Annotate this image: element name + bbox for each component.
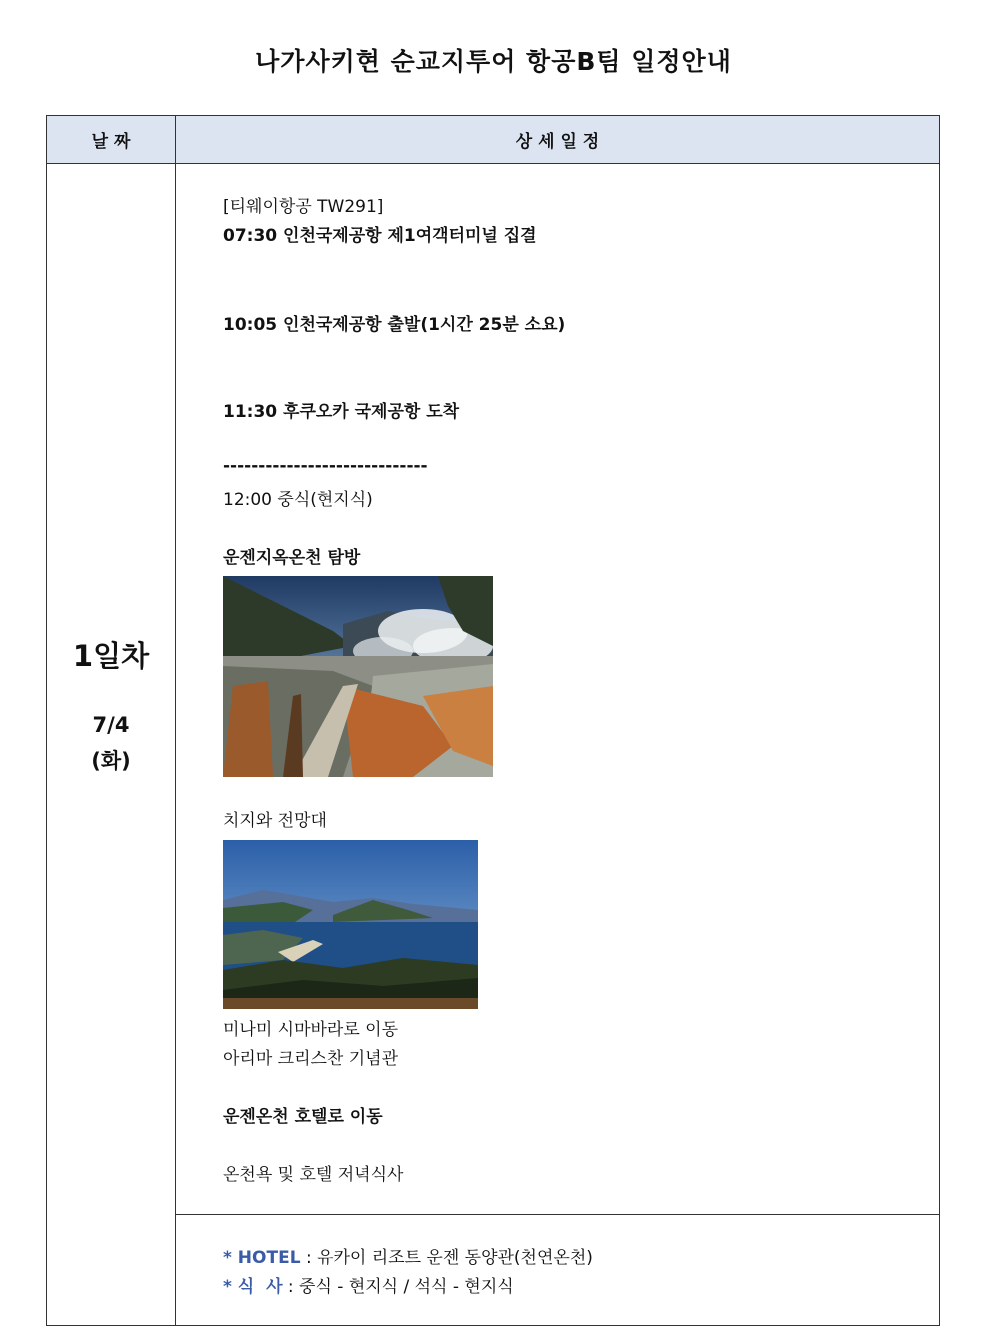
date-label: 7/4 (92, 713, 130, 737)
hotel-value: : 유카이 리조트 운젠 동양관(천연온천) (305, 1248, 593, 1268)
tour2-text: 치지와 전망대 (223, 811, 327, 831)
hotel-info (223, 1243, 593, 1268)
move1-text: 미나미 시마바라로 이동 (223, 1020, 399, 1040)
meal-value: : 중식 - 현지식 / 석식 - 현지식 (287, 1277, 514, 1297)
detail-column-header: 상 세 일 정 (176, 116, 940, 164)
date-cell (47, 164, 176, 1326)
table-header-row (47, 116, 940, 164)
footer-row (47, 1215, 940, 1326)
depart-text: 10:05 인천국제공항 출발(1시간 25분 소요) (223, 315, 566, 335)
divider-line: ----------------------------- (223, 456, 428, 476)
chijiwa-observatory-image (223, 840, 478, 1009)
move2-text: 운젠온천 호텔로 이동 (223, 1107, 383, 1127)
dinner-text: 온천욕 및 호텔 저녁식사 (223, 1165, 404, 1185)
meal-label: * 식 사 (223, 1277, 283, 1297)
date-column-header: 날 짜 (47, 116, 176, 164)
airline-text: [티웨이항공 TW291] (223, 197, 384, 217)
footer-cell (176, 1215, 940, 1326)
unzen-jigoku-image (223, 576, 493, 777)
day-row (47, 164, 940, 1215)
meal-info (223, 1272, 514, 1297)
day-label: 1일차 (72, 639, 150, 673)
page-title: 나가사키현 순교지투어 항공B팀 일정안내 (255, 47, 732, 76)
chijiwa-observatory-photo (223, 840, 478, 1009)
lunch-text: 12:00 중식(현지식) (223, 490, 373, 510)
schedule-table (46, 115, 940, 1326)
weekday-label: (화) (91, 749, 131, 773)
meet-text: 07:30 인천국제공항 제1여객터미널 집결 (223, 226, 537, 246)
detail-cell (176, 164, 940, 1215)
unzen-jigoku-photo (223, 576, 493, 777)
tour1-text: 운젠지옥온천 탐방 (223, 548, 361, 568)
hotel-label: * HOTEL (223, 1248, 301, 1268)
visit-text: 아리마 크리스찬 기념관 (223, 1049, 399, 1069)
arrive-text: 11:30 후쿠오카 국제공항 도착 (223, 402, 460, 422)
